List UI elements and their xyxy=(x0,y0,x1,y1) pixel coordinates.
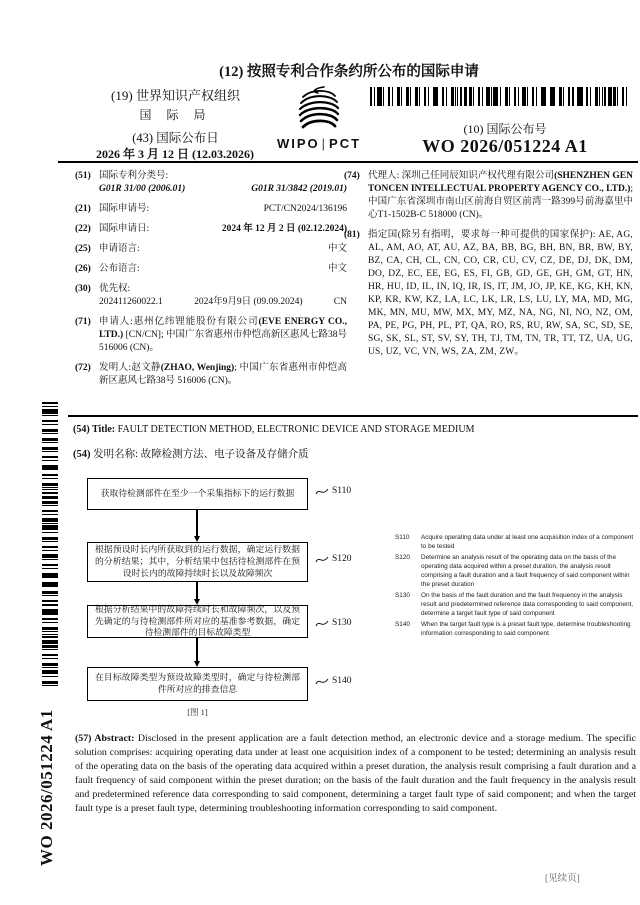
sidebar-publication-number: WO 2026/051224 A1 xyxy=(37,709,56,866)
arrow-shaft xyxy=(196,638,197,661)
publication-number-label: (10) 国际公布号 xyxy=(463,122,547,136)
wipo-pct-wordmark xyxy=(272,136,366,151)
title-zh-label: (54) xyxy=(73,449,91,460)
flow-arrow-down-icon xyxy=(191,510,203,542)
squiggle-connector-icon xyxy=(315,618,329,628)
filing-date-value: 2024 年 12 月 2 日 (02.12.2024) xyxy=(221,224,347,234)
inid-code: (22) xyxy=(75,224,91,234)
legend-step-text: When the target fault type is a preset fault type, determine troubleshooting information corresponding to said component xyxy=(421,620,631,637)
org-name: (19) 世界知识产权组织 xyxy=(111,88,240,103)
publication-language-value: 中文 xyxy=(327,264,347,274)
inid-code: (26) xyxy=(75,264,91,274)
title-zh-value: 发明名称: 故障检测方法、电子设备及存储介质 xyxy=(93,449,309,460)
inid-code: (81) xyxy=(344,230,360,240)
title-en-value: FAULT DETECTION METHOD, ELECTRONIC DEVICE AND STORAGE MEDIUM xyxy=(117,424,475,435)
inventor-address: ; 中国广东省惠州市仲恺高新区惠风七路38号 516006 (CN)。 xyxy=(99,363,347,386)
legend-item xyxy=(395,553,637,590)
step-number: S120 xyxy=(332,554,352,564)
agent-zh-name: 代理人: 深圳己任同辰知识产权代理有限公司 xyxy=(368,171,555,181)
priority-date: 2024年9月9日 (09.09.2024) xyxy=(194,297,303,307)
ipc-code-2: G01R 31/3842 (2019.01) xyxy=(251,184,347,194)
abstract xyxy=(75,732,636,816)
inid-code: (71) xyxy=(75,317,91,327)
title-en-label: (54) Title: xyxy=(73,424,116,435)
inid-code: (74) xyxy=(344,171,360,181)
field-designated-states xyxy=(344,229,633,359)
filing-language-value: 中文 xyxy=(327,244,347,254)
figure-caption: [图 1] xyxy=(187,707,208,717)
org-bureau: 国 际 局 xyxy=(139,108,212,122)
title-divider xyxy=(68,415,638,417)
wordmark-separator: | xyxy=(321,136,328,151)
inid-code: (51) xyxy=(75,171,91,181)
wipo-org-block xyxy=(78,85,273,123)
arrow-shaft xyxy=(196,510,197,536)
priority-country: CN xyxy=(333,297,347,307)
designated-states-text: 指定国(除另有指明，要求每一种可提供的国家保护): AE, AG, AL, AM, AO, AT, AU, AZ, BA, BB, BG, BH, BN, BR, BW, BY, BZ, CA, CH, CL, CN, CO, CR, CU, CV, CZ, DE, DJ, DK, DM, DO, DZ, EC, EE, EG, ES, FI, GB, GD, GE, GH, GM, GT, HN, HR, HU, ID, IL, IN, IQ, IR, IS, IT, JM, JO, JP, KE, KG, KH, KN, KP, KR, KW, KZ, LA, LC, LK, LR, LS, LU, LY, MA, MD, MG, MK, MN, MU, MW, MX, MY, MZ, NA, NG, NI, NO, NZ, OM, PA, PE, PG, PH, PL, PT, QA, RO, RS, RU, RW, SA, SC, SD, SE, SG, SK, SL, ST, SV, SY, TH, TJ, TM, TN, TR, TT, TZ, UA, UG, US, UZ, VC, VN, WS, ZA, ZM, ZW。 xyxy=(368,230,633,357)
applicant-en-name: (EVE ENERGY CO., LTD.) xyxy=(99,317,347,340)
agent-text xyxy=(368,170,633,222)
legend-step-number: S110 xyxy=(395,534,410,541)
publication-number: WO 2026/051224 A1 xyxy=(422,136,588,156)
flow-step-text: 在目标故障类型为预设故障类型时，确定与待检测部件所对应的排查信息 xyxy=(95,672,300,694)
title-english xyxy=(73,424,635,435)
application-number-value: PCT/CN2024/136196 xyxy=(263,204,347,214)
filing-language-label: 申请语言: xyxy=(99,244,140,254)
title-chinese xyxy=(73,446,635,461)
flow-step-label-s110 xyxy=(315,486,351,496)
flow-step-legend xyxy=(395,533,637,639)
abstract-text: Disclosed in the present application are a fault detection method, an electronic device and a storage medium. The specific solution comprises: acquiring operating data under at least one acquisition index of a component to be tested; determining an analysis result of the operating data on the basis of the operating data acquired within a preset duration, the analysis result comprising a fault duration and a fault frequency of said component within the preset duration; on the basis of the fault duration and the fault frequency in the analysis result and predetermined reference data corresponding to said component, determining a target fault type of said component; and when the target fault type is a preset fault type, determining troubleshooting information corresponding to said component. xyxy=(75,733,636,815)
step-number: S140 xyxy=(332,676,352,686)
legend-item xyxy=(395,533,637,552)
applicant-zh-name: 申请人:惠州亿纬锂能股份有限公司 xyxy=(99,317,259,327)
squiggle-connector-icon xyxy=(315,486,329,496)
publication-language-label: 公布语言: xyxy=(99,264,140,274)
publication-date-value: 2026 年 3 月 12 日 (12.03.2026) xyxy=(96,147,254,161)
legend-step-text: Determine an analysis result of the operating data on the basis of the operating data acquired within a preset duration, the analysis result comprising a fault duration and a fault frequency of said component within the preset duration xyxy=(421,553,630,589)
field-agent xyxy=(344,170,633,222)
inid-code: (21) xyxy=(75,204,91,214)
inventor-zh-name: 发明人:赵文静 xyxy=(99,363,161,373)
step-number: S130 xyxy=(332,618,352,628)
legend-item xyxy=(395,591,637,619)
applicant-address: [CN/CN]; 中国广东省惠州市仲恺高新区惠风七路38号 516006 (CN)。 xyxy=(99,330,347,353)
flow-arrow-down-icon xyxy=(191,638,203,667)
priority-number: 202411260022.1 xyxy=(99,297,163,307)
legend-step-text: Acquire operating data under at least one acquisition index of a component to be tested xyxy=(421,534,634,551)
step-number: S110 xyxy=(332,486,352,496)
legend-item xyxy=(395,620,637,639)
flow-step-label-s120 xyxy=(315,554,352,564)
filing-date-label: 国际申请日: xyxy=(99,224,150,234)
wipo-wordmark: WIPO xyxy=(276,136,320,151)
flow-arrow-down-icon xyxy=(191,582,203,605)
legend-step-number: S130 xyxy=(395,591,410,599)
agent-en-name: (SHENZHEN GEN TONCEN INTELLECTUAL PROPERTY AGENCY CO., LTD.) xyxy=(368,171,634,194)
pct-wordmark: PCT xyxy=(329,136,362,151)
inventor-en-name: (ZHAO, Wenjing) xyxy=(160,363,235,373)
barcode-top xyxy=(370,87,627,106)
legend-step-text: On the basis of the fault duration and the fault frequency in the analysis result and predetermined reference data corresponding to said component, determine a target fault type of said component xyxy=(421,591,634,618)
squiggle-connector-icon xyxy=(315,676,329,686)
field-filing-language xyxy=(75,243,347,256)
inid-code: (30) xyxy=(75,284,91,294)
field-inventor xyxy=(75,362,347,388)
ipc-code-1: G01R 31/00 (2006.01) xyxy=(99,184,186,194)
flow-step-box-s140 xyxy=(87,667,308,701)
header-divider xyxy=(58,161,638,163)
application-number-label: 国际申请号: xyxy=(99,204,150,214)
legend-step-number: S140 xyxy=(395,620,410,628)
inid-code: (25) xyxy=(75,244,91,254)
field-application-number xyxy=(75,203,347,216)
field-priority xyxy=(75,283,347,309)
wipo-logo xyxy=(272,84,366,151)
arrow-shaft xyxy=(196,582,197,599)
biblio-right-column xyxy=(344,170,633,366)
agent-address: ; 中国广东省深圳市南山区前海自贸区前湾一路399号前海嘉里中心T1-1502B-C 518000 (CN)。 xyxy=(368,184,634,220)
flow-step-box-s130 xyxy=(87,605,308,638)
barcode-side xyxy=(42,402,58,690)
flow-step-text: 根据分析结果中的故障持续时长和故障频次，以及预先确定的与待检测部件所对应的基准参考数据，确定待检测部件的目标故障类型 xyxy=(95,603,300,638)
inventor-text xyxy=(99,362,347,388)
continuation-note: [见续页] xyxy=(545,874,580,884)
legend-step-number: S120 xyxy=(395,553,410,561)
field-publication-language xyxy=(75,263,347,276)
field-filing-date xyxy=(75,223,347,236)
flow-step-box-s110 xyxy=(87,478,308,510)
biblio-left-column xyxy=(75,170,347,395)
ipc-label: 国际专利分类号: xyxy=(99,171,169,181)
field-applicant xyxy=(75,316,347,355)
inid-code: (72) xyxy=(75,363,91,373)
field-ipc xyxy=(75,170,347,196)
flow-step-label-s140 xyxy=(315,676,352,686)
wipo-globe-icon xyxy=(291,84,347,134)
flow-step-text: 根据预设时长内所获取到的运行数据，确定运行数据的分析结果；其中，分析结果中包括待检测部件在预设时长内的故障持续时长以及故障频次 xyxy=(95,544,300,578)
pct-publication-statement: (12) 按照专利合作条约所公布的国际申请 xyxy=(219,64,479,80)
squiggle-connector-icon xyxy=(315,554,329,564)
flow-step-box-s120 xyxy=(87,542,308,582)
priority-label: 优先权: xyxy=(99,284,131,294)
applicant-text xyxy=(99,316,347,355)
flow-step-text: 获取待检测部件在至少一个采集指标下的运行数据 xyxy=(100,488,295,499)
publication-date-label: (43) 国际公布日 xyxy=(132,131,219,145)
flow-step-label-s130 xyxy=(315,618,352,628)
abstract-label: (57) Abstract: xyxy=(75,733,135,744)
